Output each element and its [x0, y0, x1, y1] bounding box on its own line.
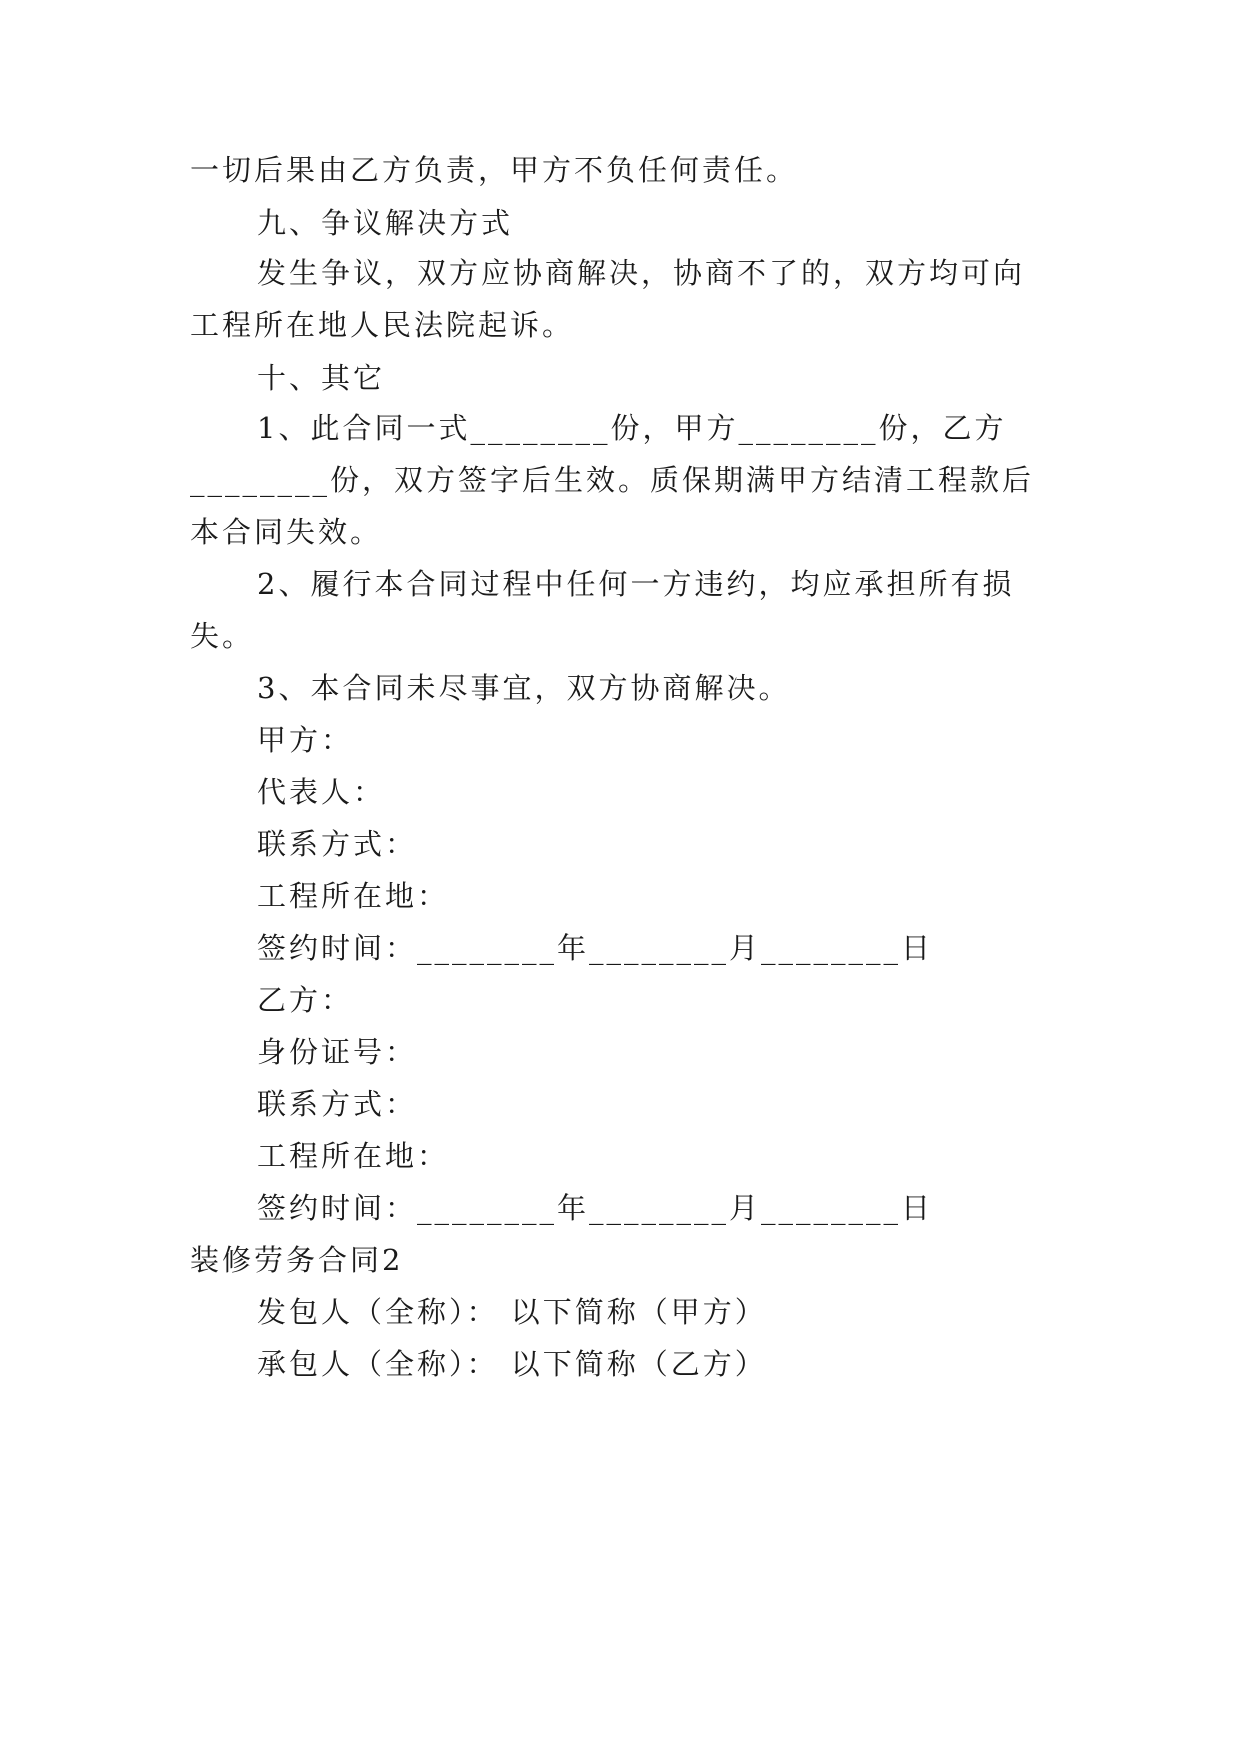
- paragraph-line: 失。: [190, 619, 255, 653]
- contact-label: 联系方式：: [257, 1087, 418, 1121]
- paragraph-line: 工程所在地人民法院起诉。: [190, 308, 575, 342]
- signing-date-line: 签约时间：________年________月________日: [257, 931, 934, 965]
- site-location-label: 工程所在地：: [257, 879, 450, 913]
- paragraph-line: 本合同失效。: [190, 515, 383, 549]
- site-location-label: 工程所在地：: [257, 1139, 450, 1173]
- party-b-label: 乙方：: [257, 983, 354, 1017]
- paragraph-line: 一切后果由乙方负责，甲方不负任何责任。: [190, 153, 799, 187]
- paragraph-line: 2、履行本合同过程中任何一方违约，均应承担所有损: [257, 567, 1015, 601]
- party-a-label: 甲方：: [257, 723, 354, 757]
- representative-label: 代表人：: [257, 775, 386, 809]
- paragraph-line: ________份，双方签字后生效。质保期满甲方结清工程款后: [190, 463, 1035, 497]
- section-heading: 九、争议解决方式: [257, 206, 514, 240]
- signing-date-line: 签约时间：________年________月________日: [257, 1191, 934, 1225]
- id-number-label: 身份证号：: [257, 1035, 418, 1069]
- paragraph-line: 3、本合同未尽事宜，双方协商解决。: [257, 671, 791, 705]
- contact-label: 联系方式：: [257, 827, 418, 861]
- paragraph-line: 1、此合同一式________份，甲方________份，乙方: [257, 411, 1007, 445]
- paragraph-line: 发生争议，双方应协商解决，协商不了的，双方均可向: [257, 256, 1026, 290]
- contractor-line: 发包人（全称）： 以下简称（甲方）: [257, 1295, 767, 1329]
- subcontractor-line: 承包人（全称）： 以下简称（乙方）: [257, 1347, 767, 1381]
- section-heading: 十、其它: [257, 361, 386, 395]
- contract-title: 装修劳务合同2: [190, 1243, 404, 1277]
